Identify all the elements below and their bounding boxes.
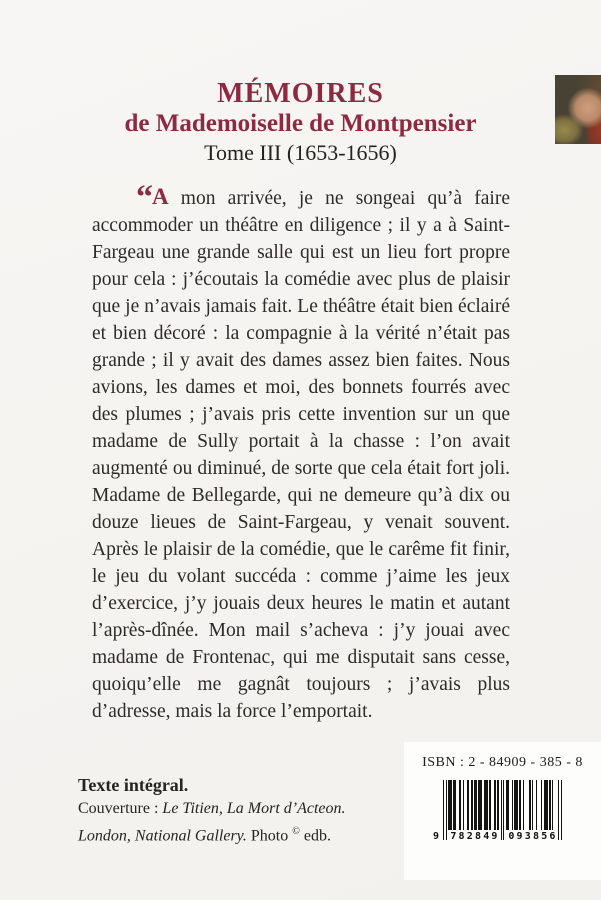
excerpt-paragraph bbox=[92, 179, 510, 725]
excerpt-block bbox=[92, 179, 510, 725]
opening-quote-mark: “ bbox=[136, 179, 151, 216]
drop-cap-initial: A bbox=[152, 184, 169, 209]
artwork-title: Le Titien, La Mort d’Acteon. bbox=[162, 800, 346, 817]
texte-integral-line: Texte intégral. bbox=[78, 775, 189, 795]
book-title: MÉMOIRES bbox=[217, 78, 384, 109]
volume-line: Tome III (1653-1656) bbox=[204, 140, 397, 165]
ean13-barcode bbox=[433, 780, 562, 842]
cover-credit-line bbox=[78, 797, 346, 820]
isbn-barcode-panel bbox=[404, 742, 601, 880]
couverture-label: Couverture : bbox=[78, 800, 163, 817]
photo-label: Photo bbox=[246, 827, 293, 845]
book-subtitle: de Mademoiselle de Montpensier bbox=[124, 110, 477, 137]
barcode-digits-left-group: 782849 bbox=[450, 831, 500, 842]
credits-block bbox=[78, 773, 346, 847]
copyright-symbol: © bbox=[292, 826, 300, 837]
isbn-number: ISBN : 2 - 84909 - 385 - 8 bbox=[422, 755, 583, 770]
photo-credit: edb. bbox=[299, 827, 331, 845]
title-block bbox=[0, 79, 601, 167]
gallery-credit-line bbox=[78, 820, 346, 847]
ean-first-digit: 9 bbox=[433, 831, 440, 842]
barcode-digits-right-group: 093856 bbox=[508, 831, 558, 842]
excerpt-text: mon arrivée, je ne songeai qu’à faire accommoder un théâtre en diligence ; il y a à Saint-Fargeau une grande salle qui est un lieu fort propre pour cela : j’écoutais la comédie avec plus de plaisir que je n’avais jamais fait. Le théâtre était bien éclairé et bien décoré : la compagnie à la vérité n’était pas grande ; il y avait des dames assez bien faites. Nous avions, les dames et moi, des bonnets fourrés avec des plumes ; j’avais pris cette invention sur un que madame de Sully portait à la chasse : l’on avait augmenté ou diminué, de sorte que cela était fort joli. Madame de Bellegarde, qui ne demeure qu’à dix ou douze lieues de Saint-Fargeau, y venait souvent. Après le plaisir de la comédie, que le carême fit finir, le jeu du volant succéda : comme j’aime les jeux d’exercice, j’y jouais deux heures le matin et autant l’après-dînée. Mon mail s’acheva : j’y jouai avec madame de Frontenac, qui me disputait sans cesse, quoiqu’elle me gagnât toujours ; j’avais plus d’adresse, mais la force l’emportait. bbox=[92, 188, 510, 722]
gallery-name: London, National Gallery. bbox=[78, 827, 247, 845]
